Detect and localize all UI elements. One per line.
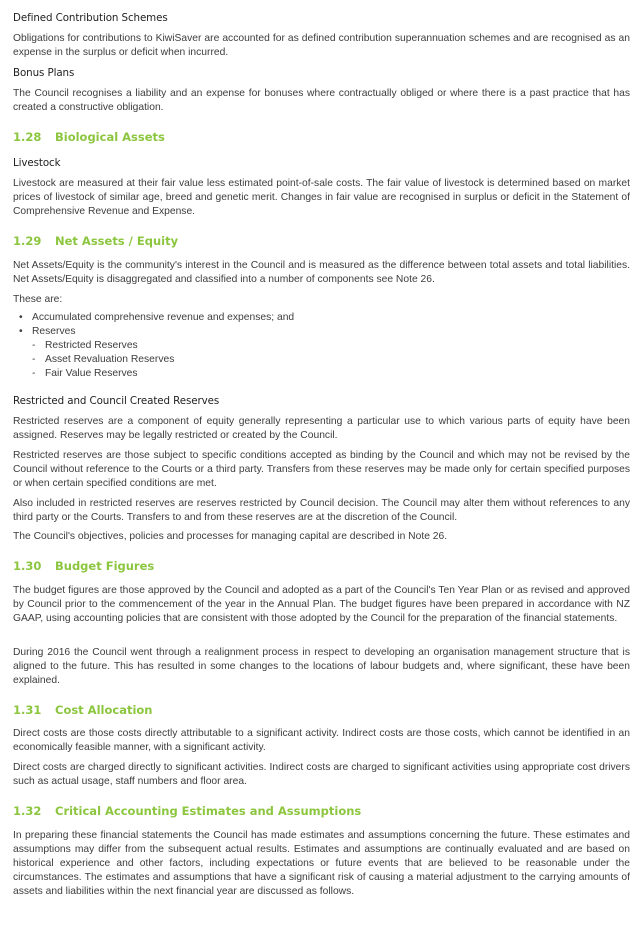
section-title: Cost Allocation: [55, 703, 153, 717]
restricted-reserves-heading: Restricted and Council Created Reserves: [13, 395, 220, 407]
section-heading-1-31: [13, 703, 152, 717]
sub-list-item: Fair Value Reserves: [45, 368, 138, 379]
dash-marker: -: [32, 354, 36, 365]
restricted-reserves-p3: Also included in restricted reserves are reserves restricted by Council decision. The Council may alter them without references to any third party or the Courts. Transfers to and from these reserves are at the discretion of the Council.: [13, 498, 630, 523]
restricted-reserves-p4: The Council's objectives, policies and processes for managing capital are described in Note 26.: [13, 531, 448, 542]
budget-figures-p1: The budget figures are those approved by the Council and adopted as a part of the Council's Ten Year Plan or as revised and approved by Council prior to the commencement of the year in the Annual Plan. The budget figures have been prepared in accordance with NZ GAAP, using accounting policies that are consistent with those adopted by the Council for the preparation of the financial statements.: [13, 585, 630, 624]
livestock-text: Livestock are measured at their fair value less estimated point-of-sale costs. The fair value of livestock is determined based on market prices of livestock of similar age, breed and genetic merit. Changes in fair value are recognised in surplus or deficit in the Statement of Comprehensive Revenue and Expense.: [13, 178, 630, 217]
section-number: 1.31: [13, 703, 42, 717]
cost-allocation-p1: Direct costs are those costs directly attributable to a significant activity. Indirect costs are those costs, which cannot be identified in an economically feasible manner, with a significant activity.: [13, 728, 630, 753]
section-title: Budget Figures: [55, 559, 155, 573]
section-title: Critical Accounting Estimates and Assumptions: [55, 804, 362, 818]
budget-figures-p2: During 2016 the Council went through a realignment process in respect to developing an organisation management structure that is aligned to the future. This has resulted in some changes to the locations of labour budgets and, where significant, these have been explained.: [13, 647, 630, 686]
dash-marker: -: [32, 340, 36, 351]
dash-marker: -: [32, 368, 36, 379]
bullet-marker: •: [19, 326, 23, 337]
section-number: 1.28: [13, 130, 42, 144]
restricted-reserves-p1: Restricted reserves are a component of equity generally representing a particular use to which various parts of equity have been assigned. Reserves may be legally restricted or created by the Council.: [13, 416, 630, 441]
these-are-label: These are:: [13, 294, 63, 305]
defined-contribution-heading: Defined Contribution Schemes: [13, 12, 168, 24]
section-number: 1.32: [13, 804, 42, 818]
critical-estimates-p1: In preparing these financial statements the Council has made estimates and assumptions concerning the future. These estimates and assumptions may differ from the subsequent actual results. Estimates and assumptions are continually evaluated and are based on historical experience and other factors, including expectations or future events that are believed to be reasonable under the circumstances. The estimates and assumptions that have a significant risk of causing a material adjustment to the carrying amounts of assets and liabilities within the next financial year are discussed as follows.: [13, 830, 630, 897]
section-number: 1.29: [13, 234, 42, 248]
net-assets-text: Net Assets/Equity is the community's interest in the Council and is measured as the difference between total assets and total liabilities. Net Assets/Equity is disaggregated and classified into a number of components see Note 26.: [13, 260, 630, 285]
section-number: 1.30: [13, 559, 42, 573]
bonus-plans-heading: Bonus Plans: [13, 67, 75, 79]
section-heading-1-29: [13, 234, 178, 248]
list-item: Reserves: [32, 326, 76, 337]
cost-allocation-p2: Direct costs are charged directly to significant activities. Indirect costs are charged to significant activities using appropriate cost drivers such as actual usage, staff numbers and floor area.: [13, 762, 630, 787]
bullet-marker: •: [19, 312, 23, 323]
section-heading-1-32: [13, 804, 361, 818]
defined-contribution-text: Obligations for contributions to KiwiSaver are accounted for as defined contribution superannuation schemes and are recognised as an expense in the surplus or deficit when incurred.: [13, 33, 630, 58]
sub-list-item: Asset Revaluation Reserves: [45, 354, 175, 365]
restricted-reserves-p2: Restricted reserves are those subject to specific conditions accepted as binding by the Council and which may not be revised by the Council without reference to the Courts or a third party. Transfers from these reserves may be made only for certain specified purposes or when certain specified conditions are met.: [13, 450, 630, 489]
list-item: Accumulated comprehensive revenue and expenses; and: [32, 312, 295, 323]
bonus-plans-text: The Council recognises a liability and an expense for bonuses where contractually obliged or where there is a past practice that has created a constructive obligation.: [13, 88, 630, 113]
livestock-heading: Livestock: [13, 157, 61, 169]
section-heading-1-28: [13, 130, 165, 144]
section-title: Net Assets / Equity: [55, 234, 179, 248]
section-heading-1-30: [13, 559, 154, 573]
sub-list-item: Restricted Reserves: [45, 340, 138, 351]
section-title: Biological Assets: [55, 130, 165, 144]
